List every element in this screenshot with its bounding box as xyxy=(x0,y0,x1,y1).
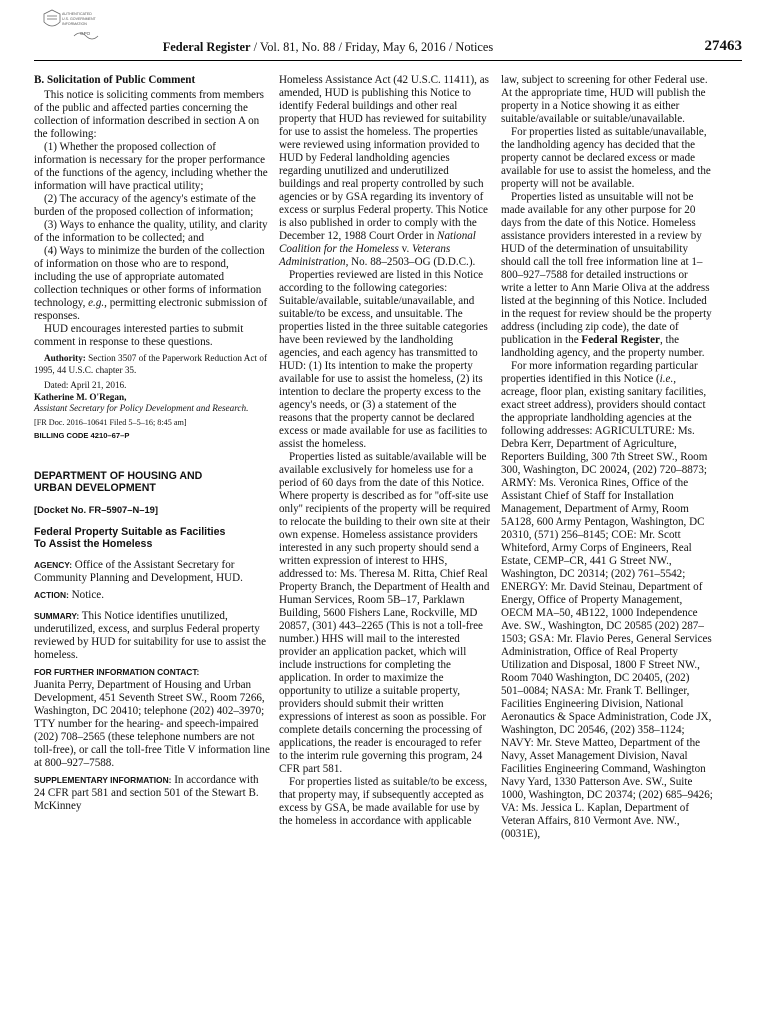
docket-number: [Docket No. FR–5907–N–19] xyxy=(34,503,159,515)
header-separator-2: / xyxy=(335,40,346,54)
bold-run: Federal Register xyxy=(581,334,660,346)
paragraph: For properties listed as suitable/to be excess, that property may, if subsequently accepted as excess by GSA, be made available for use by the homeless in accordance with applicable xyxy=(279,776,488,827)
signer-title: Assistant Secretary for Policy Development and Research. xyxy=(34,403,249,413)
notice-title-line-2: To Assist the Homeless xyxy=(34,538,153,550)
header-citation xyxy=(34,40,622,55)
contact-label: FOR FURTHER INFORMATION CONTACT: xyxy=(34,666,200,677)
billing-code: BILLING CODE 4210–67–P xyxy=(34,430,130,440)
agency-label: AGENCY: xyxy=(34,559,72,570)
header-publication: Federal Register xyxy=(162,40,251,54)
paragraph: (3) Ways to enhance the quality, utility, and clarity of the information to be collected; and xyxy=(34,219,268,244)
paragraph: This notice is soliciting comments from members of the public and affected parties concerning the collection of information described in section A on the following: xyxy=(34,89,264,140)
fr-doc: [FR Doc. 2016–10641 Filed 5–5–16; 8:45 am] xyxy=(34,417,187,427)
supplementary-line xyxy=(34,774,270,813)
action-text: Notice. xyxy=(68,588,105,601)
summary-label: SUMMARY: xyxy=(34,610,80,621)
authority xyxy=(34,353,270,376)
paragraph: HUD encourages interested parties to submit comment in response to these questions. xyxy=(34,323,244,348)
text-run: (4) Ways to minimize the burden of the collection of information on those who are to respond, including the use of appropriate automated collection techniques or other forms of information technology, xyxy=(34,245,265,309)
paragraph xyxy=(34,245,270,323)
action-label: ACTION: xyxy=(34,589,69,600)
header-date: Friday, May 6, 2016 xyxy=(345,40,446,54)
agency-line xyxy=(34,559,270,585)
text-run: , the landholding agency, and the property number. xyxy=(501,334,705,359)
paragraph: (2) The accuracy of the agency's estimate of the burden of the proposed collection of information; xyxy=(34,193,256,218)
text-run: Properties listed as unsuitable will not be made available for any other purpose for 20 days from the date of this Notice. Homeless assistance providers interested in a review by HUD of the determination of unsuitability should call the toll free information line at 1–800–927–7588 for detailed instructions or write a letter to Ann Marie Oliva at the address listed at the beginning of this Notice. Included in the request for review should be the property address (including zip code), the date of publication in the xyxy=(501,191,712,346)
header-section: Notices xyxy=(455,40,494,54)
logo-line-1: AUTHENTICATED xyxy=(62,12,92,16)
paragraph xyxy=(501,191,713,360)
header-separator-3: / xyxy=(445,40,456,54)
text-run: Homeless Assistance Act (42 U.S.C. 11411), as amended, HUD is publishing this Notice to identify Federal buildings and other real property that HUD has reviewed for suitability for use to assist the homeless. The properties were reviewed using information provided to HUD by Federal landholding agencies regarding unutilized and underutilized buildings and real property controlled by such agencies or by GSA regarding its inventory of excess or surplus Federal property. This Notice is also published in order to comply with the December 12, 1988 Court Order in xyxy=(279,74,489,242)
logo-line-2: U.S. GOVERNMENT xyxy=(62,17,96,21)
logo-line-4: GPO xyxy=(80,31,91,36)
column-2 xyxy=(279,74,491,828)
text-run: acreage, floor plan, existing sanitary facilities, exact street address), providers should contact the appropriate landholding agencies at the following addresses: AGRICULTURE: Ms. Debra Kerr, Department of Agriculture, Reporters Building, 300 7th Street SW., Room 300, Washington, DC 20024, (202) 720–8873; ARMY: Ms. Veronica Rines, Office of the Assistant Chief of Staff for Installation Management, Department of Army, Room 5A128, 600 Army Pentagon, Washington, DC 20310, (571) 256–8145; COE: Mr. Scott Whiteford, Army Corps of Engineers, Real Estate, CEMP–CR, 441 G Street NW., Washington, DC 20314; (202) 761–5542; ENERGY: Mr. David Steinau, Department of Energy, Office of Property Management, OECM MA–50, 4B122, 1000 Independence Ave. SW., Washington, DC 20585 (202) 287–1503; GSA: Mr. Flavio Peres, General Services Administration, Office of Real Property Utilization and Disposal, 1800 F Street NW., Room 7040 Washington, DC 20405, (202) 501–0084; NASA: Mr. Frank T. Bellinger, Facilities Engineering Division, National Aeronautics & Space Administration, Code JX, Washington, DC 20546, (202) 358–1124; NAVY: Mr. Steve Matteo, Department of the Navy, Asset Management Division, Naval Facilities Engineering Command, Washington Navy Yard, 1330 Patterson Ave. SW., Suite 1000, Washington, DC 20374; (202) 685–9426; VA: Ms. Jessica L. Kaplan, Department of Veteran Affairs, 810 Vermont Ave. NW., (0031E), xyxy=(501,386,713,840)
paragraph xyxy=(279,74,491,269)
agency-heading xyxy=(34,470,270,495)
text-run: permitting electronic submission of responses. xyxy=(34,297,268,322)
header-separator-1: / xyxy=(250,40,260,54)
running-header xyxy=(34,38,742,58)
agency-heading-line-1: DEPARTMENT OF HOUSING AND xyxy=(34,469,203,482)
action-line xyxy=(34,589,270,602)
dated: Dated: April 21, 2016. xyxy=(44,380,127,390)
gpo-authentication-seal-icon xyxy=(34,8,106,42)
supplementary-text: In accordance with 24 CFR part 581 and section 501 of the Stewart B. McKinney xyxy=(34,773,259,812)
contact-text: Juanita Perry, Department of Housing and Urban Development, 451 Seventh Street SW., Room 7266, Washington, DC 20410; telephone (202) 402–3970; TTY number for the hearing- and speech-impaired (202) 708–2565 (these telephone numbers are not toll-free), or call the toll-free Title V information line at 800–927–7588. xyxy=(34,678,270,769)
authority-label: Authority: xyxy=(44,353,86,363)
text-run: No. 88–2503–OG (D.D.C.). xyxy=(348,256,476,268)
contact-label-line xyxy=(34,666,270,679)
section-heading: B. Solicitation of Public Comment xyxy=(34,74,196,86)
paragraph: For properties listed as suitable/unavailable, the landholding agency has decided that the property cannot be declared excess or made available for use to assist the homeless, and the property will not be available. xyxy=(501,126,711,190)
paragraph: Properties listed as suitable/available will be available exclusively for homeless use for a period of 60 days from the date of this Notice. Where property is described as for ''off-site use only'' recipients of the property will be required to relocate the building to their own site at their own expense. Homeless assistance providers interested in any such property should send a written expression of interest to HHS, addressed to: Ms. Theresa M. Ritta, Chief Real Property Branch, the Department of Health and Human Services, Room 5B–17, Parklawn Building, 5600 Fishers Lane, Rockville, MD 20857, (301) 443–2265 (This is not a toll-free number.) HHS will mail to the interested provider an application packet, which will include instructions for completing the application. In order to maximize the opportunity to utilize a suitable property, providers should submit their written expressions of interest as soon as possible. For complete details concerning the processing of applications, the reader is encouraged to refer to the interim rule governing this program, 24 CFR part 581. xyxy=(279,451,491,775)
page-number: 27463 xyxy=(704,38,742,54)
summary-text: This Notice identifies unutilized, underutilized, excess, and surplus Federal property reviewed by HUD for suitability for use to assist the homeless. xyxy=(34,609,266,661)
paragraph: (1) Whether the proposed collection of information is necessary for the proper performance of the functions of the agency, including whether the information will have practical utility; xyxy=(34,141,268,192)
paragraph: Properties reviewed are listed in this Notice according to the following categories: Suitable/available, suitable/unavailable, and suitable/to be excess, and unsuitable. The properties listed in the three suitable categories have been reviewed by the landholding agencies, and each agency has transmitted to HUD: (1) Its intention to make the property available for use to assist the homeless, (2) its intention to declare the property excess to the agency's needs, or (3) a statement of the reasons that the property cannot be declared excess or made available for use as facilities to assist the homeless. xyxy=(279,269,488,450)
italic-run: i.e., xyxy=(659,373,676,385)
agency-text: Office of the Assistant Secretary for Community Planning and Development, HUD. xyxy=(34,558,243,584)
supplementary-label: SUPPLEMENTARY INFORMATION: xyxy=(34,774,172,785)
italic-run: National Coalition for the Homeless xyxy=(279,230,476,255)
paragraph xyxy=(501,360,713,841)
signer-name: Katherine M. O'Regan, xyxy=(34,391,127,402)
notice-title xyxy=(34,526,270,551)
summary-line xyxy=(34,610,270,662)
authority-text: Section 3507 of the Paperwork Reduction Act of 1995, 44 U.S.C. chapter 35. xyxy=(34,353,268,375)
notice-title-line-1: Federal Property Suitable as Facilities xyxy=(34,525,226,538)
column-1 xyxy=(34,74,270,813)
italic-run: e.g., xyxy=(88,297,107,309)
logo-line-3: INFORMATION xyxy=(62,22,87,26)
text-run: v. xyxy=(398,243,413,255)
paragraph: law, subject to screening for other Federal use. At the appropriate time, HUD will publish the property in a Notice showing it as either suitable/available or suitable/unavailable. xyxy=(501,74,708,125)
italic-run: Veterans Administration, xyxy=(279,243,451,268)
header-volume: Vol. 81, No. 88 xyxy=(259,40,336,54)
header-rule xyxy=(34,60,742,61)
text-run: For more information regarding particular properties identified in this Notice ( xyxy=(501,360,698,385)
column-3 xyxy=(501,74,713,841)
agency-heading-line-2: URBAN DEVELOPMENT xyxy=(34,482,156,494)
